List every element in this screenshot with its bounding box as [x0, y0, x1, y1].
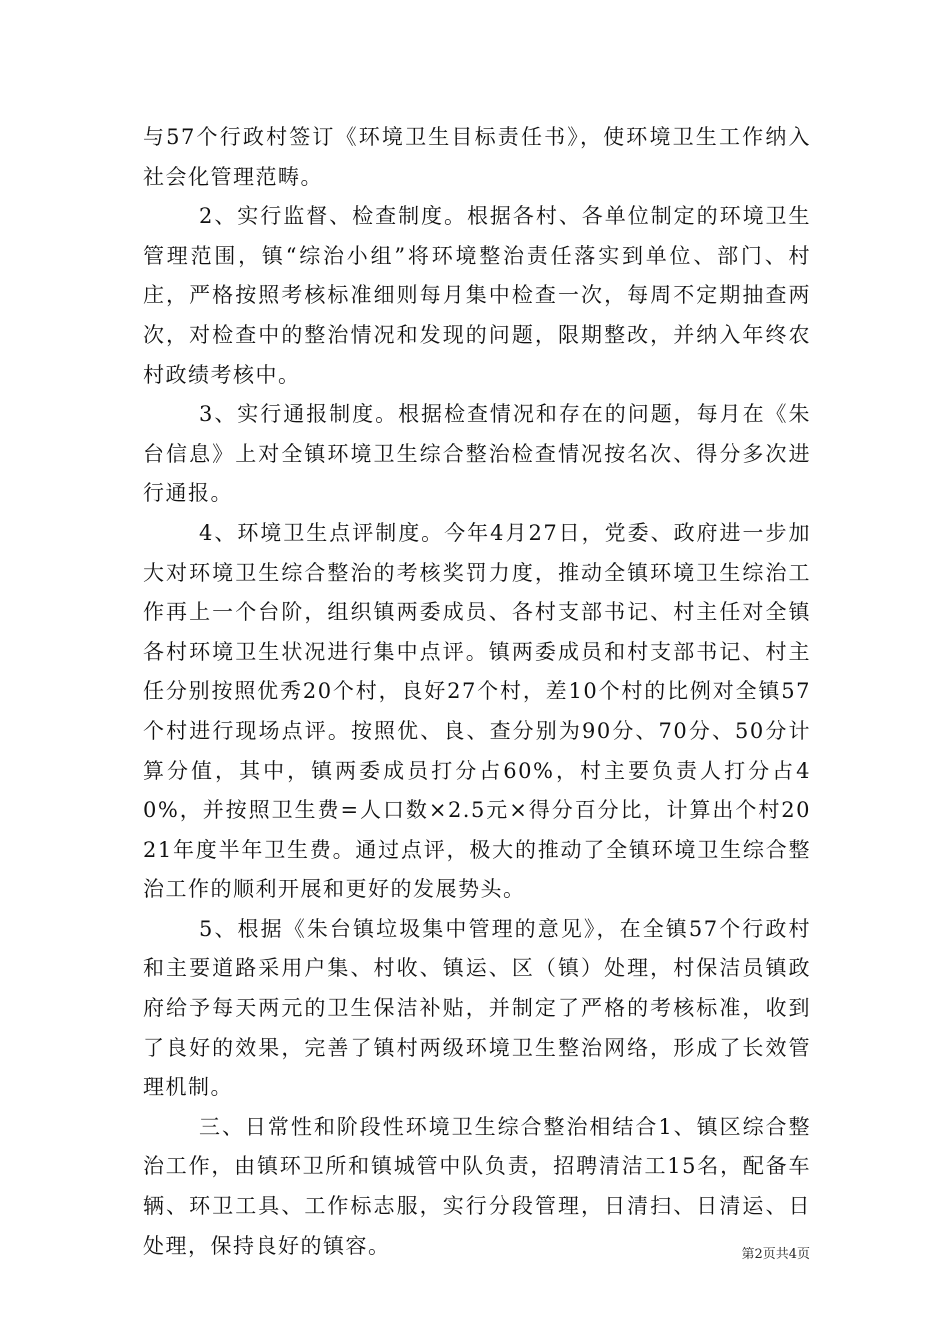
page-number-footer: 第2页共4页 [741, 1247, 810, 1262]
paragraph-continuation: 与57个行政村签订《环境卫生目标责任书》，使环境卫生工作纳入社会化管理范畴。 [143, 125, 811, 189]
paragraph-garbage-management: 5、根据《朱台镇垃圾集中管理的意见》，在全镇57个行政村和主要道路采用户集、村收、镇运、区（镇）处理，村保洁员镇政府给予每天两元的卫生保洁补贴，并制定了严格的考核标准，收到了良好的效果，完善了镇村两级环境卫生整治网络，形成了长效管理机制。 [143, 916, 811, 1100]
document-body [143, 118, 811, 1266]
paragraph-supervision-system: 2、实行监督、检查制度。根据各村、各单位制定的环境卫生管理范围，镇“综治小组”将环境整治责任落实到单位、部门、村庄，严格按照考核标准细则每月集中检查一次，每周不定期抽查两次，对检查中的整治情况和发现的问题，限期整改，并纳入年终农村政绩考核中。 [143, 204, 811, 387]
paragraph-review-system: 4、环境卫生点评制度。今年4月27日，党委、政府进一步加大对环境卫生综合整治的考核奖罚力度，推动全镇环境卫生综治工作再上一个台阶，组织镇两委成员、各村支部书记、村主任对全镇各村环境卫生状况进行集中点评。镇两委成员和村支部书记、村主任分别按照优秀20个村，良好27个村，差10个村的比例对全镇57个村进行现场点评。按照优、良、查分别为90分、70分、50分计算分值，其中，镇两委成员打分占60%，村主要负责人打分占40%，并按照卫生费=人口数×2.5元×得分百分比，计算出个村2021年度半年卫生费。通过点评，极大的推动了全镇环境卫生综合整治工作的顺利开展和更好的发展势头。 [143, 520, 811, 902]
paragraph-notification-system: 3、实行通报制度。根据检查情况和存在的问题，每月在《朱台信息》上对全镇环境卫生综合整治检查情况按名次、得分多次进行通报。 [143, 402, 811, 506]
paragraph-section-three: 三、日常性和阶段性环境卫生综合整治相结合1、镇区综合整治工作，由镇环卫所和镇城管中队负责，招聘清洁工15名，配备车辆、环卫工具、工作标志服，实行分段管理，日清扫、日清运、日处理，保持良好的镇容。 [143, 1114, 811, 1258]
